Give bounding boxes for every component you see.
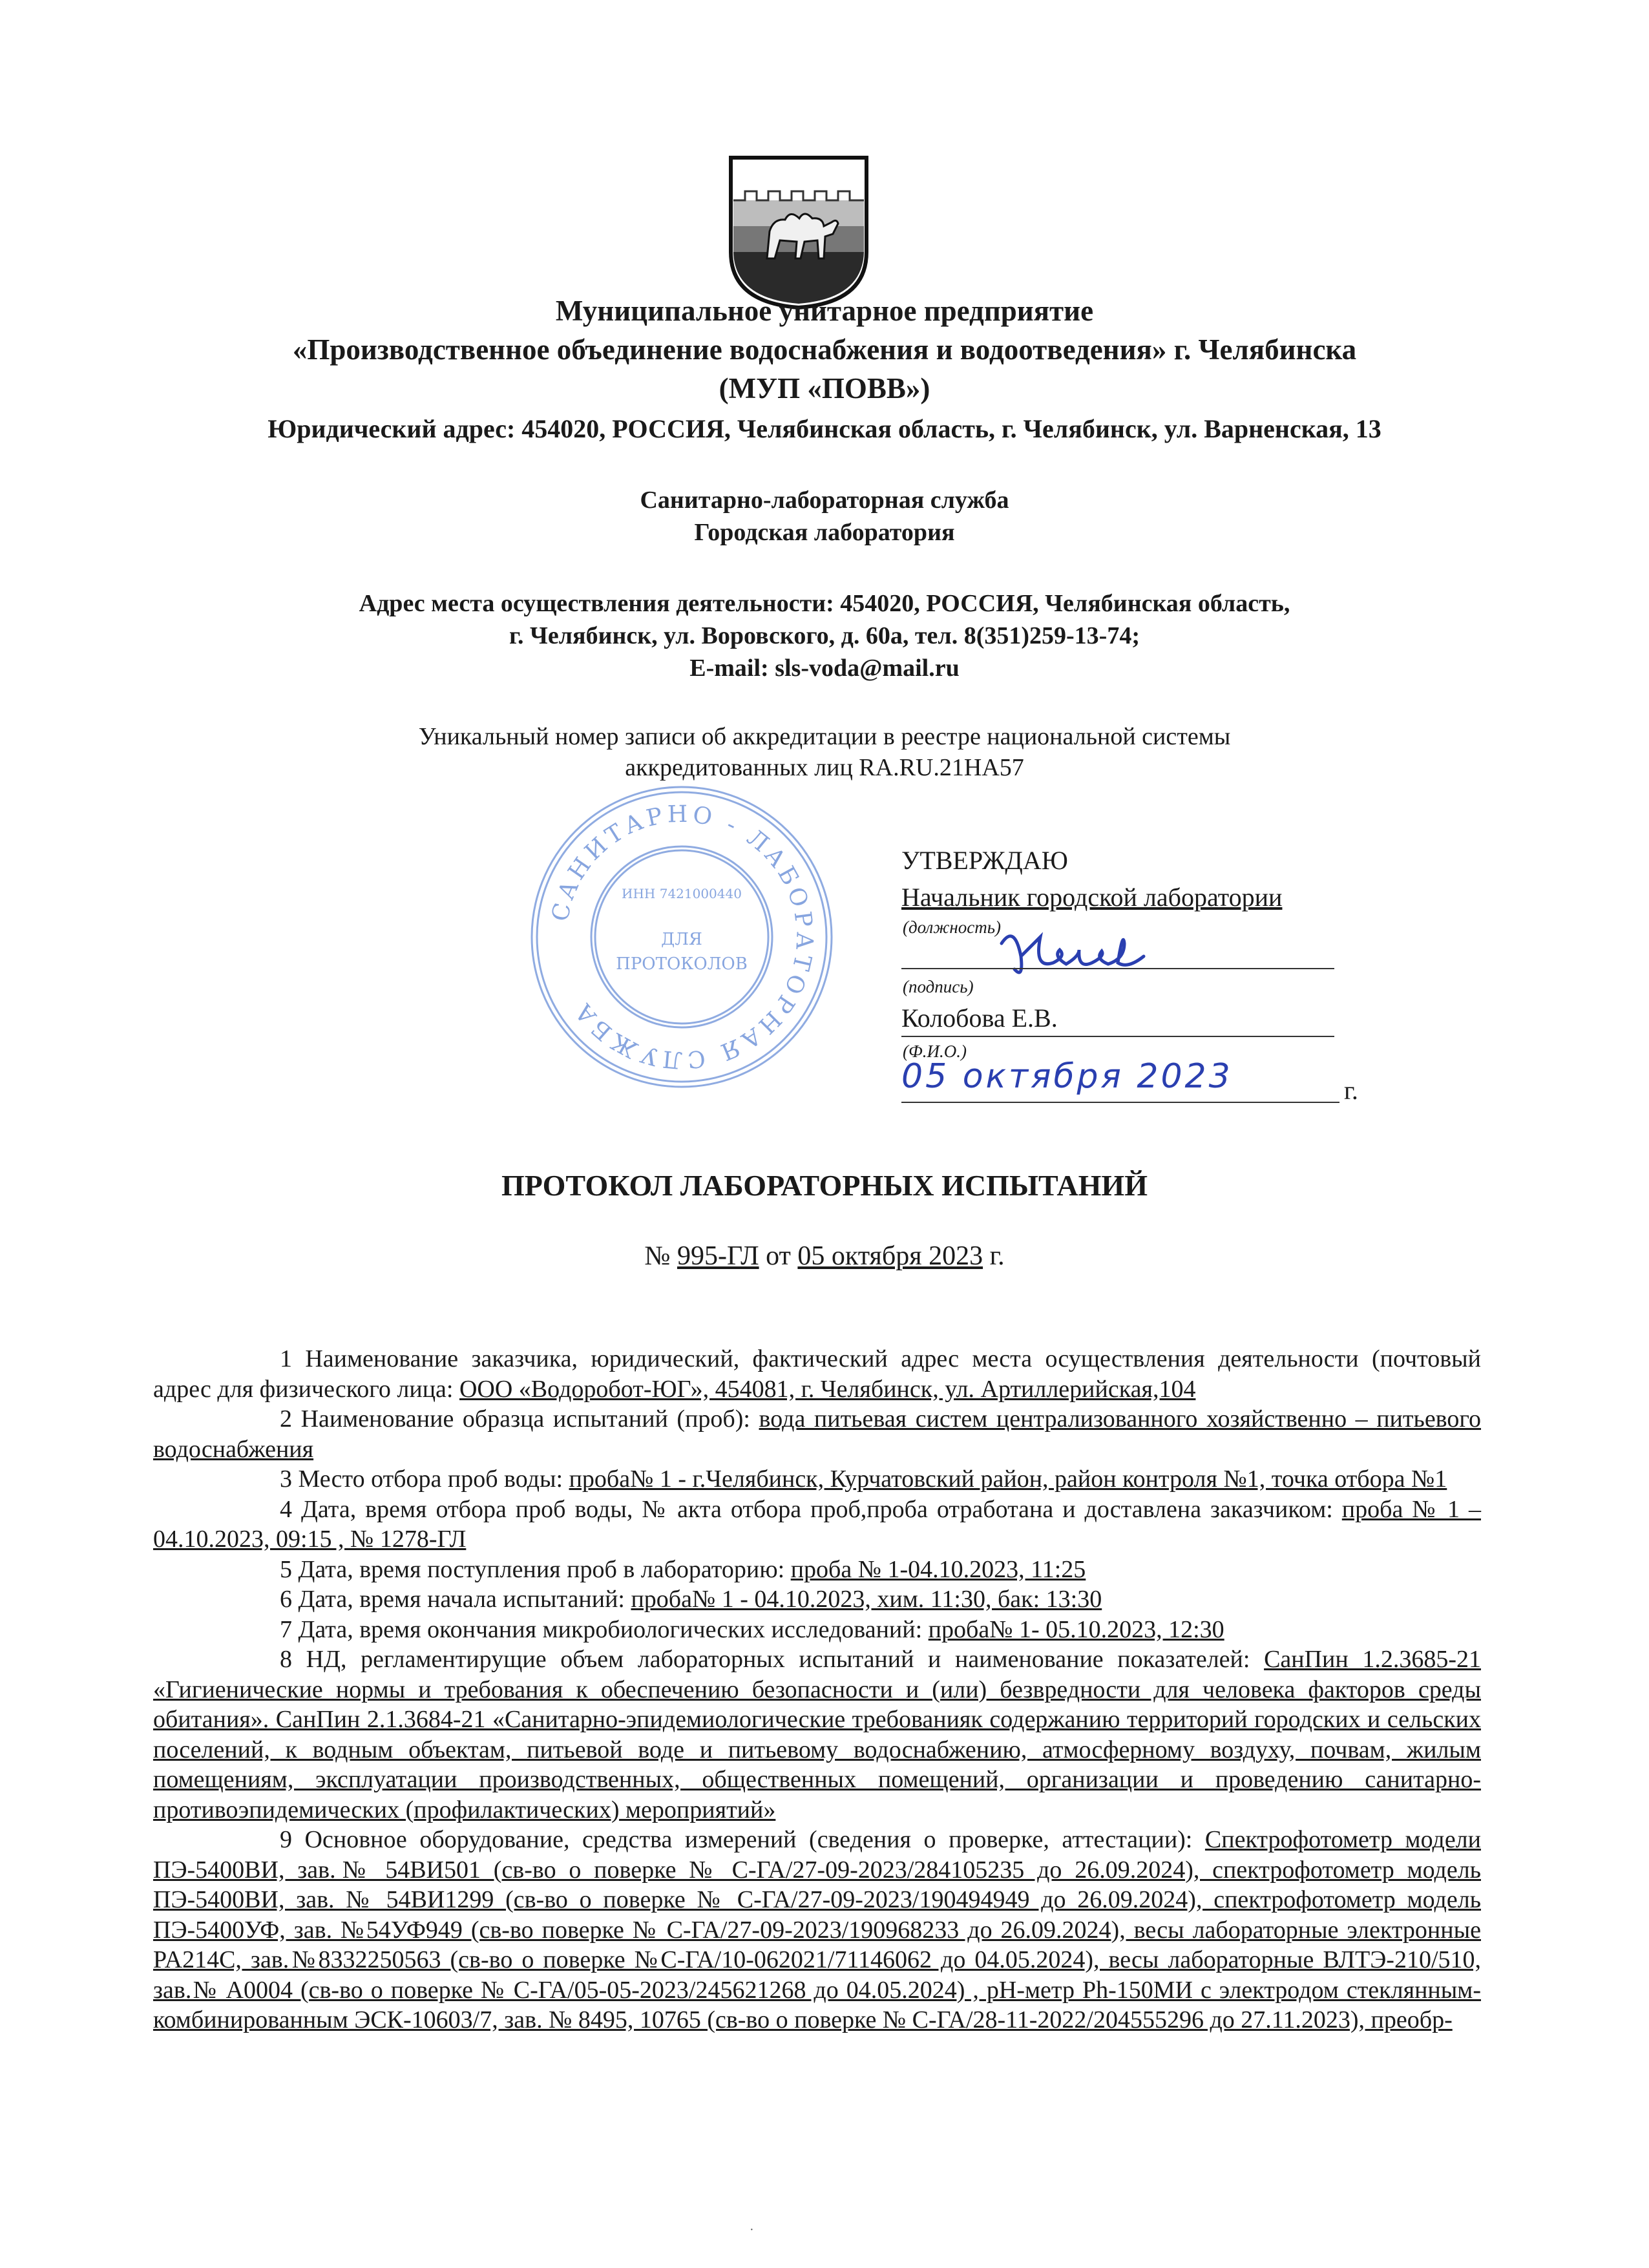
item-1-value: ООО «Водоробот-ЮГ», 454081, г. Челябинск, ул. Артиллерийская,104 xyxy=(459,1375,1196,1403)
lab-name: Городская лаборатория xyxy=(694,519,955,546)
org-name-line2: «Производственное объединение водоснабжения и водоотведения» г. Челябинска xyxy=(292,333,1357,366)
name-line xyxy=(901,1036,1334,1037)
item-5-value: проба № 1-04.10.2023, 11:25 xyxy=(790,1555,1086,1583)
service-name: Санитарно-лабораторная служба xyxy=(640,487,1009,514)
legal-address: Юридический адрес: 454020, РОССИЯ, Челябинская область, г. Челябинск, ул. Варненская, 13 xyxy=(268,414,1381,443)
item-9-label: 9 Основное оборудование, средства измерений (сведения о проверке, аттестации): xyxy=(280,1826,1205,1853)
item-5 xyxy=(153,1555,1481,1585)
approval-heading: УТВЕРЖДАЮ xyxy=(901,846,1068,875)
item-8 xyxy=(153,1644,1481,1825)
protocol-number-line xyxy=(0,1241,1649,1272)
item-6-value: проба№ 1 - 04.10.2023, хим. 11:30, бак: 13:30 xyxy=(631,1586,1102,1613)
stamp-center-2: ПРОТОКОЛОВ xyxy=(616,954,748,974)
item-7 xyxy=(153,1615,1481,1645)
protocol-from: от xyxy=(759,1241,798,1271)
protocol-no-prefix: № xyxy=(644,1241,677,1271)
item-8-label: 8 НД, регламентирущие объем лабораторных испытаний и наименование показателей: xyxy=(280,1646,1265,1673)
position-caption: (должность) xyxy=(903,918,1002,937)
item-4 xyxy=(153,1495,1481,1555)
org-name-line1: Муниципальное унитарное предприятие xyxy=(555,295,1094,327)
item-3 xyxy=(153,1464,1481,1495)
item-3-label: 3 Место отбора проб воды: xyxy=(280,1465,569,1493)
handwritten-approval-date: 05 октября 2023 xyxy=(901,1057,1233,1096)
protocol-title: ПРОТОКОЛ ЛАБОРАТОРНЫХ ИСПЫТАНИЙ xyxy=(501,1169,1148,1202)
protocol-year-suffix: г. xyxy=(983,1241,1005,1271)
lab-stamp xyxy=(527,782,837,1092)
item-6-label: 6 Дата, время начала испытаний: xyxy=(280,1586,631,1613)
item-8-value: СанПин 1.2.3685-21 «Гигиенические нормы и требования к обеспечению безопасности и (или) безвредности для человека факторов среды обитания». СанПин 2.1.3684-21 «Санитарно-эпидемиологические требованияк содержанию территорий городских и сельских поселений, к водным объектам, питьевой воде и питьевому водоснабжению, атмосферному воздуху, почвам, жилым помещениям, эксплуатации производственных, общественных помещений, организации и проведению санитарно-противоэпидемических (профилактических) мероприятий» xyxy=(153,1646,1481,1823)
stamp-ring-text: САНИТАРНО - ЛАБОРАТОРНАЯ СЛУЖБА xyxy=(547,801,818,1073)
scan-dot: · xyxy=(750,2223,754,2237)
protocol-number: 995-ГЛ xyxy=(677,1241,759,1271)
name-caption: (Ф.И.О.) xyxy=(903,1042,967,1061)
item-7-label: 7 Дата, время окончания микробиологических исследований: xyxy=(280,1615,929,1643)
item-4-value: проба № 1 – 04.10.2023, 09:15 , № 1278-ГЛ xyxy=(153,1495,1481,1553)
approver-name: Колобова Е.В. xyxy=(901,1003,1058,1033)
stamp-center-1: ДЛЯ xyxy=(661,930,702,949)
item-5-label: 5 Дата, время поступления проб в лабораторию: xyxy=(280,1555,791,1583)
org-name-line3: (МУП «ПОВВ») xyxy=(719,372,930,404)
stamp-inn: ИНН 7421000440 xyxy=(622,886,742,901)
signature-caption: (подпись) xyxy=(903,977,974,996)
coat-of-arms-logo xyxy=(728,155,869,310)
item-2-value: вода питьевая систем централизованного хозяйственно – питьевого водоснабжения xyxy=(153,1405,1482,1463)
item-7-value: проба№ 1- 05.10.2023, 12:30 xyxy=(928,1615,1224,1643)
protocol-date: 05 октября 2023 xyxy=(797,1241,983,1271)
accreditation-line1: Уникальный номер записи об аккредитации в реестре национальной системы xyxy=(418,723,1231,750)
item-4-label: 4 Дата, время отбора проб воды, № акта отбора проб,проба отработана и доставлена заказчиком: xyxy=(280,1495,1342,1523)
item-1-label: 1 Наименование заказчика, юридический, фактический адрес места осуществления деятельности (почтовый адрес для физического лица: xyxy=(153,1345,1481,1403)
handwritten-signature xyxy=(995,918,1189,989)
item-9 xyxy=(153,1825,1481,2035)
item-1 xyxy=(153,1344,1481,1404)
item-3-value: проба№ 1 - г.Челябинск, Курчатовский район, район контроля №1, точка отбора №1 xyxy=(569,1465,1447,1493)
approval-year-suffix: г. xyxy=(1344,1076,1358,1105)
item-9-value: Спектрофотометр модели ПЭ-5400ВИ, зав.№ 54ВИ501 (св-во о поверке № С-ГА/27-09-2023/284105235 до 26.09.2024), спектрофотометр модель ПЭ-5400ВИ, зав. № 54ВИ1299 (св-во о поверке № С-ГА/27-09-2023/190494949 до 26.09.2024), спектрофотометр модель ПЭ-5400УФ, зав. №54УФ949 (св-во поверке № С-ГА/27-09-2023/190968233 до 26.09.2024), весы лабораторные электронные PA214C, зав.№8332250563 (св-во о поверке №С-ГА/10-062021/71146062 до 04.05.2024), весы лабораторные ВЛТЭ-210/510, зав.№ А0004 (св-во о поверке № С-ГА/05-05-2023/245621268 до 04.05.2024) , pH-метр Ph-150МИ с электродом стеклянным-комбинированным ЭСК-10603/7, зав. № 8495, 10765 (св-во о поверке № С-ГА/28-11-2022/204555296 до 27.11.2023), преобр- xyxy=(153,1826,1481,2033)
protocol-body xyxy=(153,1344,1481,2035)
activity-address-line1: Адрес места осуществления деятельности: 454020, РОССИЯ, Челябинская область, xyxy=(359,590,1290,617)
signature-line xyxy=(901,968,1334,969)
date-line xyxy=(901,1102,1339,1103)
accreditation-line2: аккредитованных лиц RA.RU.21HA57 xyxy=(625,754,1024,781)
activity-address-line2: г. Челябинск, ул. Воровского, д. 60а, тел. 8(351)259-13-74; xyxy=(509,622,1140,649)
item-2 xyxy=(153,1404,1481,1464)
approver-position: Начальник городской лаборатории xyxy=(901,883,1283,912)
email: E-mail: sls-voda@mail.ru xyxy=(689,655,960,682)
item-2-label: 2 Наименование образца испытаний (проб): xyxy=(280,1405,759,1433)
item-6 xyxy=(153,1584,1481,1615)
